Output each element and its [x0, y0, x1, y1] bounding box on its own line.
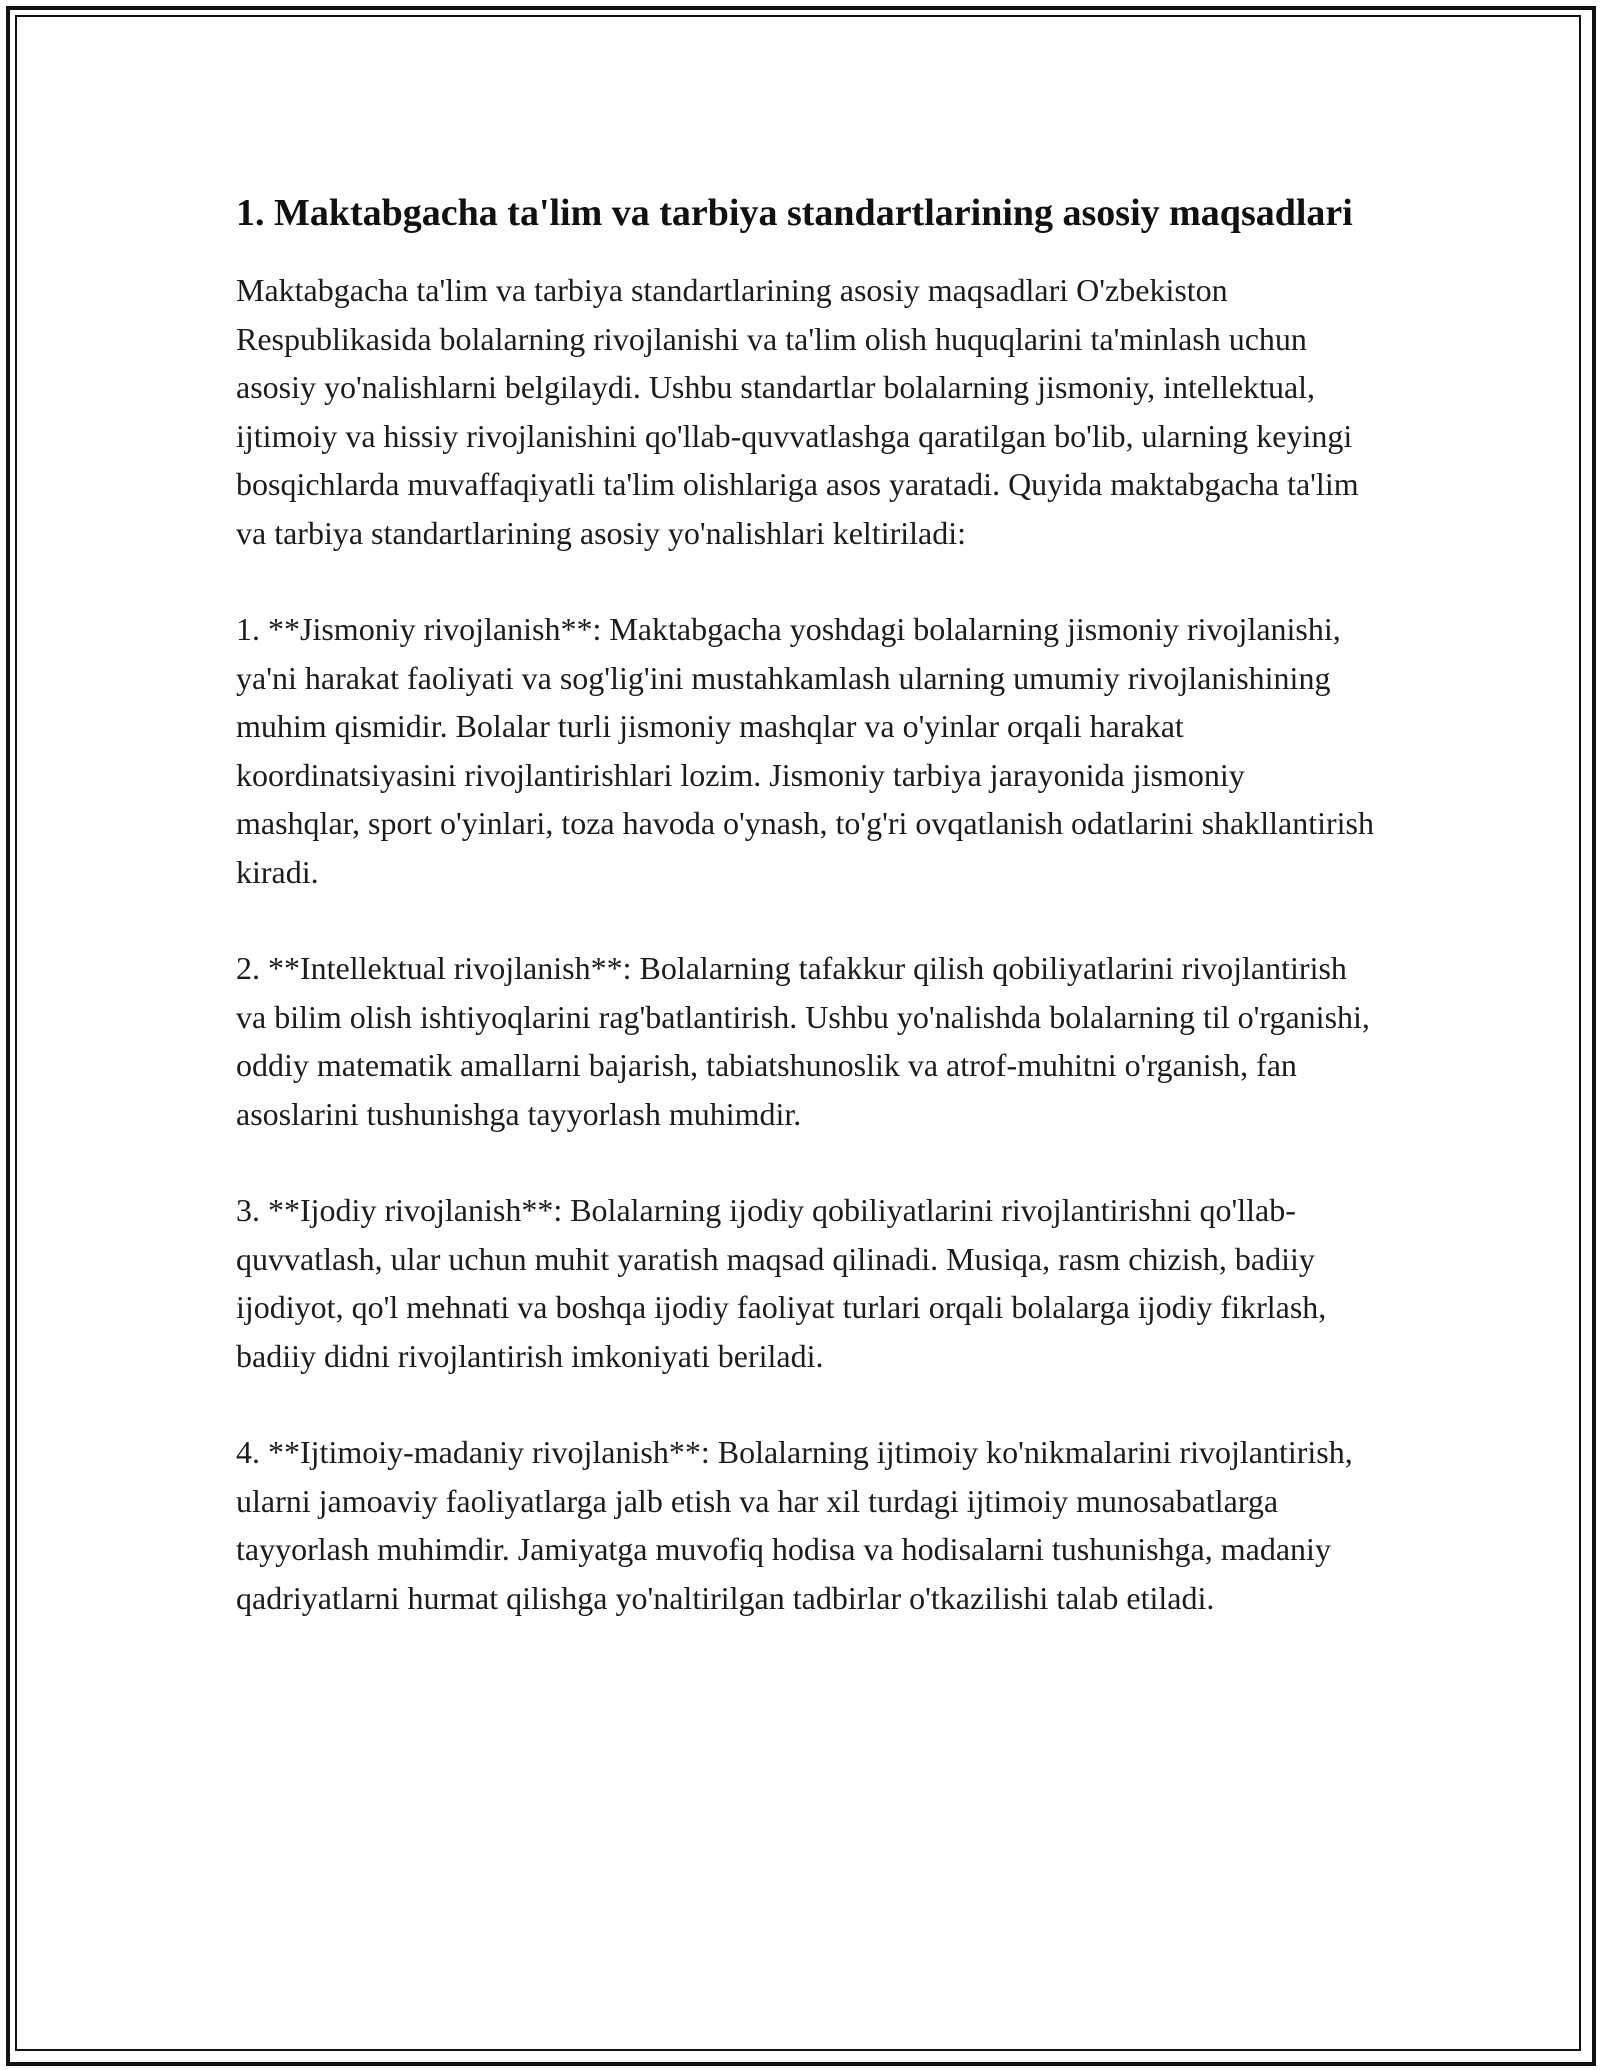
intro-paragraph: Maktabgacha ta'lim va tarbiya standartlarining asosiy maqsadlari O'zbekiston Respublikasida bolalarning rivojlanishi va ta'lim olish huquqlarini ta'minlash uchun asosiy yo'nalishlarni belgilaydi. Ushbu standartlar bolalarning jismoniy, intellektual, ijtimoiy va hissiy rivojlanishini qo'llab-quvvatlashga qaratilgan bo'lib, ularning keyingi bosqichlarda muvaffaqiyatli ta'lim olishlariga asos yaratadi. Quyida maktabgacha ta'lim va tarbiya standartlarining asosiy yo'nalishlari keltiriladi:: [236, 272, 1359, 551]
paragraph-social-cultural-development: 4. **Ijtimoiy-madaniy rivojlanish**: Bolalarning ijtimoiy ko'nikmalarini rivojlantirish, ularni jamoaviy faoliyatlarga jalb etish va har xil turdagi ijtimoiy munosabatlarga tayyorlash muhimdir. Jamiyatga muvofiq hodisa va hodisalarni tushunishga, madaniy qadriyatlarni hurmat qilishga yo'naltirilgan tadbirlar o'tkazilishi talab etiladi.: [236, 1434, 1353, 1616]
paragraph-physical-development: 1. **Jismoniy rivojlanish**: Maktabgacha yoshdagi bolalarning jismoniy rivojlanishi, ya'ni harakat faoliyati va sog'lig'ini mustahkamlash ularning umumiy rivojlanishining muhim qismidir. Bolalar turli jismoniy mashqlar va o'yinlar orqali harakat koordinatsiyasini rivojlantirishlari lozim. Jismoniy tarbiya jarayonida jismoniy mashqlar, sport o'yinlari, toza havoda o'ynash, to'g'ri ovqatlanish odatlarini shakllantirish kiradi.: [236, 611, 1374, 890]
paragraph-intellectual-development: 2. **Intellektual rivojlanish**: Bolalarning tafakkur qilish qobiliyatlarini rivojlantirish va bilim olish ishtiyoqlarini rag'batlantirish. Ushbu yo'nalishda bolalarning til o'rganishi, oddiy matematik amallarni bajarish, tabiatshunoslik va atrof-muhitni o'rganish, fan asoslarini tushunishga tayyorlash muhimdir.: [236, 950, 1370, 1132]
paragraph-creative-development: 3. **Ijodiy rivojlanish**: Bolalarning ijodiy qobiliyatlarini rivojlantirishni qo'llab-quvvatlash, ular uchun muhit yaratish maqsad qilinadi. Musiqa, rasm chizish, badiiy ijodiyot, qo'l mehnati va boshqa ijodiy faoliyat turlari orqali bolalarga ijodiy fikrlash, badiiy didni rivojlantirish imkoniyati beriladi.: [236, 1192, 1327, 1374]
page-title: 1. Maktabgacha ta'lim va tarbiya standartlarining asosiy maqsadlari: [236, 192, 1353, 234]
document-body: [236, 186, 1376, 1670]
